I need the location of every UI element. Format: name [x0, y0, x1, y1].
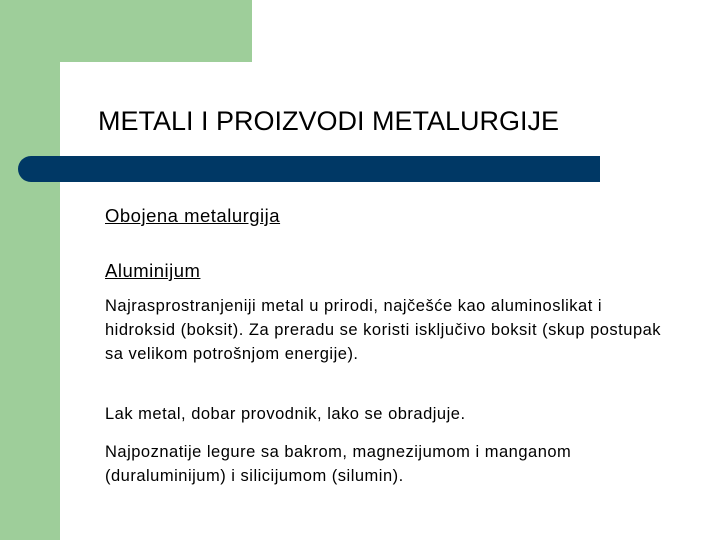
paragraph-properties: Lak metal, dobar provodnik, lako se obradjuje. [105, 405, 466, 423]
paragraph-alloys: Najpoznatije legure sa bakrom, magnezijumom i manganom (duraluminijum) i silicijumom (silumin). [105, 443, 572, 485]
subheading-aluminijum: Aluminijum [105, 260, 201, 281]
paragraph-occurrence: Najrasprostranjeniji metal u prirodi, najčešće kao aluminoslikat i hidroksid (boksit). Za preradu se koristi isključivo boksit (skup postupak sa velikom potrošnjom energije). [105, 297, 662, 363]
subheading-obojena-metalurgija: Obojena metalurgija [105, 205, 281, 226]
slide-title: METALI I PROIZVODI METALURGIJE [98, 106, 560, 136]
title-underline-bar [18, 156, 600, 182]
decorative-green-band-left [0, 0, 60, 540]
